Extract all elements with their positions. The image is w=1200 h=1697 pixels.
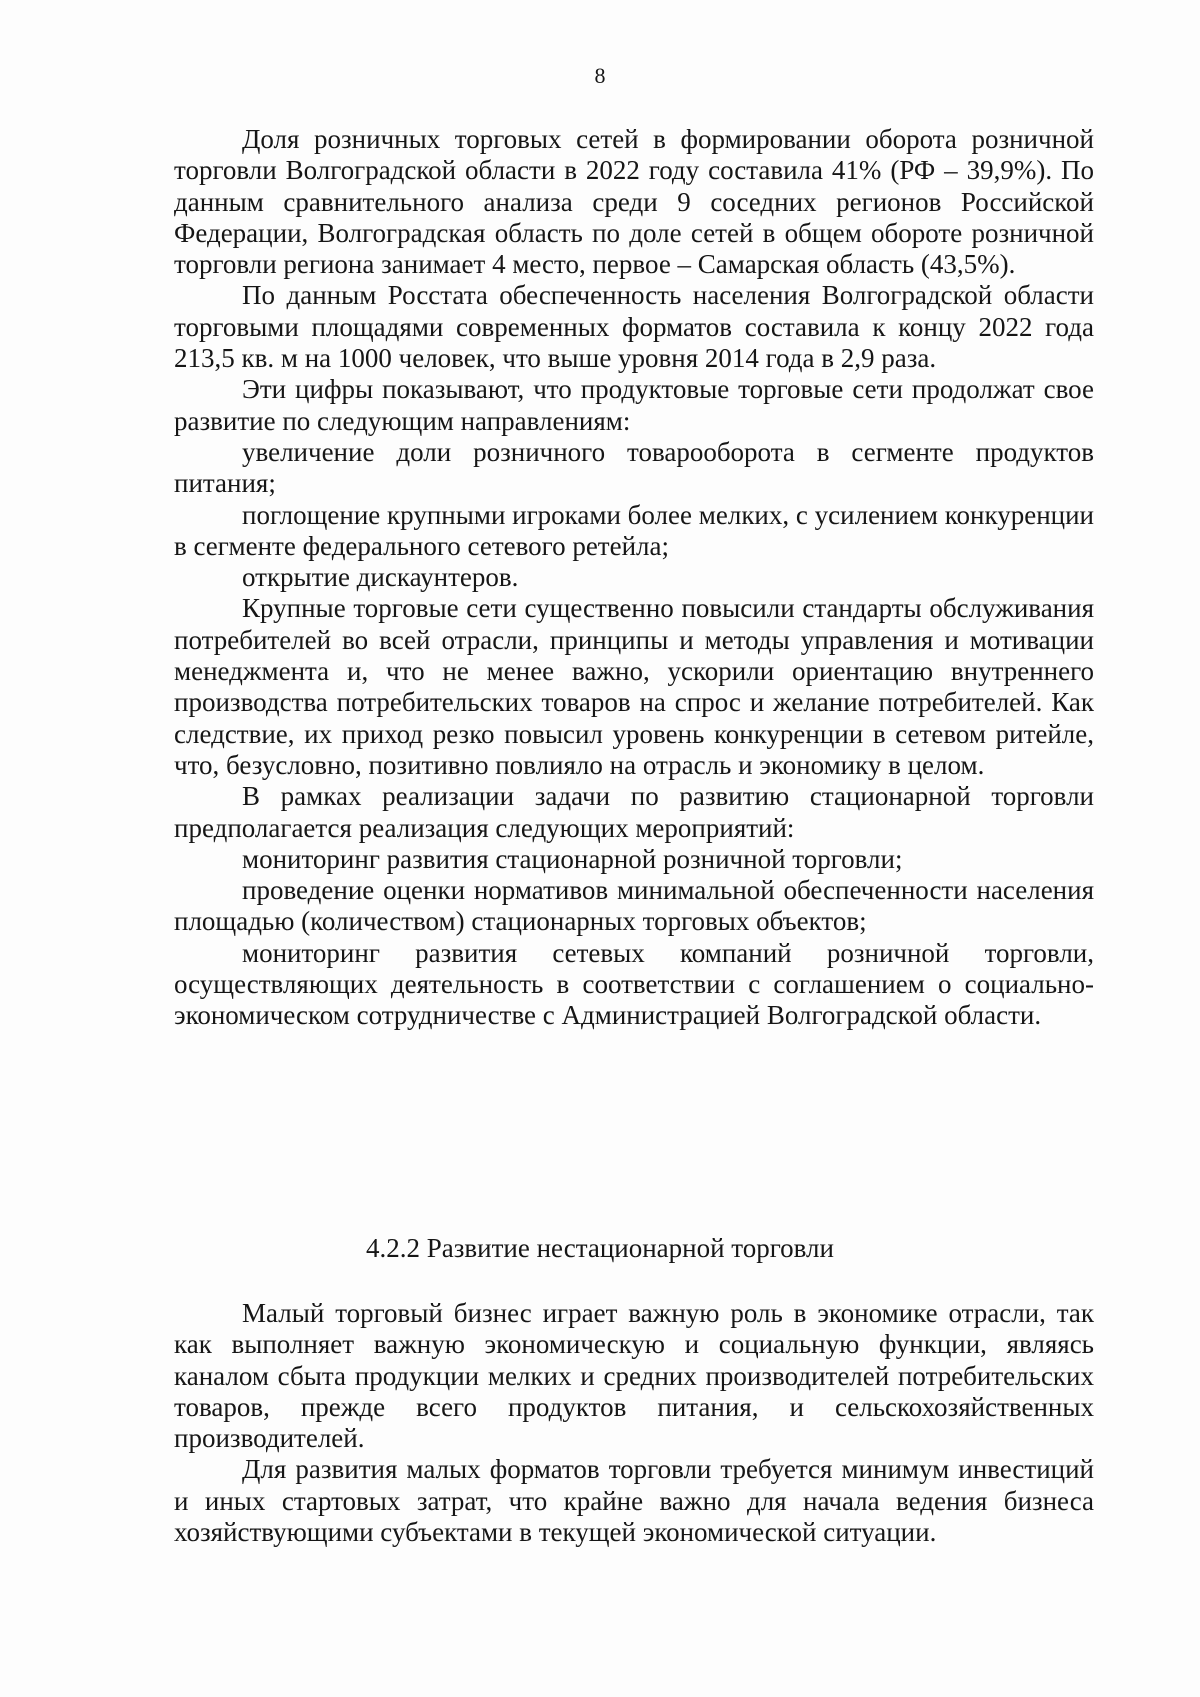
section-body-2 [174, 1298, 1094, 1548]
list-item-absorption: поглощение крупными игроками более мелких, с усилением конкуренции в сегменте федерального сетевого ретейла; [174, 499, 1094, 561]
list-item-norms-assessment: проведение оценки нормативов минимальной обеспеченности населения площадью (количеством) стационарных торговых объектов; [174, 875, 1094, 937]
paragraph-rosstat: По данным Росстата обеспеченность населения Волгоградской области торговыми площадями современных форматов составила к концу 2022 года 213,5 кв. м на 1000 человек, что выше уровня 2014 года в 2,9 раза. [174, 280, 1094, 374]
paragraph-directions-intro: Эти цифры показывают, что продуктовые торговые сети продолжат свое развитие по следующим направлениям: [174, 374, 1094, 436]
page-number: 8 [594, 63, 606, 88]
section-heading: 4.2.2 Развитие нестационарной торговли [366, 1233, 834, 1263]
paragraph-small-business: Малый торговый бизнес играет важную роль в экономике отрасли, так как выполняет важную экономическую и социальную функции, являясь каналом сбыта продукции мелких и средних производителей потребительских товаров, прежде всего продуктов питания, и сельскохозяйственных производителей. [174, 1298, 1094, 1454]
section-body-1 [174, 124, 1094, 1032]
paragraph-measures-intro: В рамках реализации задачи по развитию стационарной торговли предполагается реализация следующих мероприятий: [174, 781, 1094, 843]
paragraph-standards: Крупные торговые сети существенно повысили стандарты обслуживания потребителей во всей отрасли, принципы и методы управления и мотивации менеджмента и, что не менее важно, ускорили ориентацию внутреннего производства потребительских товаров на спрос и желание потребителей. Как следствие, их приход резко повысил уровень конкуренции в сетевом ритейле, что, безусловно, позитивно повлияло на отрасль и экономику в целом. [174, 593, 1094, 780]
list-item-monitoring-stationary: мониторинг развития стационарной розничной торговли; [242, 843, 903, 874]
list-item-share-growth: увеличение доли розничного товарооборота в сегменте продуктов питания; [174, 436, 1094, 499]
list-item-monitoring-networks: мониторинг развития сетевых компаний розничной торговли, осуществляющих деятельность в соответствии с соглашением о социально-экономическом сотрудничестве с Администрацией Волгоградской области. [174, 937, 1094, 1031]
paragraph-small-formats: Для развития малых форматов торговли требуется минимум инвестиций и иных стартовых затрат, что крайне важно для начала ведения бизнеса хозяйствующими субъектами в текущей экономической ситуации. [174, 1454, 1094, 1548]
paragraph-retail-share: Доля розничных торговых сетей в формировании оборота розничной торговли Волгоградской области в 2022 году составила 41% (РФ – 39,9%). По данным сравнительного анализа среди 9 соседних регионов Российской Федерации, Волгоградская область по доле сетей в общем обороте розничной торговли региона занимает 4 место, первое – Самарская область (43,5%). [174, 124, 1094, 280]
list-item-discounters: открытие дискаунтеров. [242, 562, 519, 593]
